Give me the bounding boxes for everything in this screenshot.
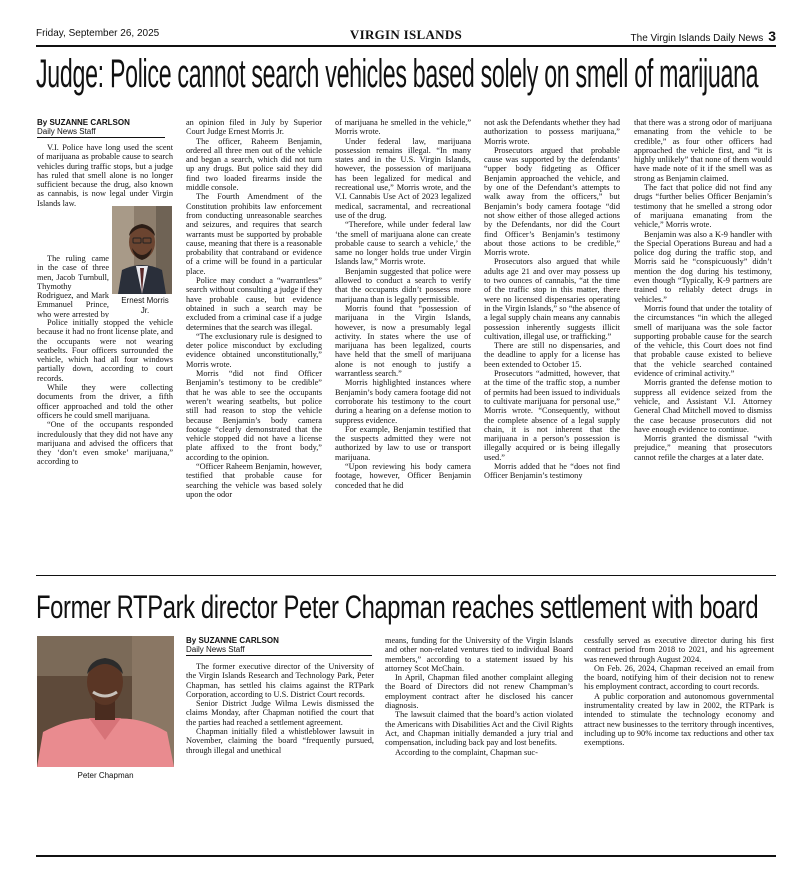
story1-column-2 bbox=[186, 118, 322, 566]
story1-col4-paragraph-6: Morris added that he “does not find Officer Benjamin’s testimony bbox=[484, 461, 620, 481]
page-number: 3 bbox=[768, 28, 776, 44]
header-rule bbox=[36, 45, 776, 47]
footer-rule bbox=[36, 855, 776, 857]
story1-byline: By SUZANNE CARLSON bbox=[37, 118, 130, 127]
story1-col1-paragraph-3: Police initially stopped the vehicle because it had no front license plate, and the occupants were not wearing seatbelts. Four officers surrounded the vehicle, which had all four windows partially down, according to court records. bbox=[37, 318, 173, 383]
story2-col2-paragraph-3: The lawsuit claimed that the board’s action violated the Americans with Disabilities Act and the Civil Rights Act, and Chapman initially demanded a jury trial and compensation, including back pay and lost benefits. bbox=[385, 710, 573, 748]
story1-col4-paragraph-3: Prosecutors also argued that while adults age 21 and over may possess up to two ounces of cannabis, “at the time of the traffic stop in this matter, there were no licensed dispensaries operating in the Virgin Islands,” so “the absence of a legal supply chain means any cannabis possession inherently suggests illicit cultivation, illegal use, or trafficking.” bbox=[484, 257, 620, 341]
story1-col3-paragraph-4: Benjamin suggested that police were allowed to conduct a search to verify that the occupants didn’t possess more marijuana than is legally permissible. bbox=[335, 266, 471, 304]
story1-col4-paragraph-2: Prosecutors argued that probable cause was supported by the defendants’ “upper body fidgeting as Officer Benjamin approached the vehicle, and by one of the Defendant’s attempts to walk away from the officers,” but Benjamin’s body camera footage “did not show either of those alleged actions by the Defendants, nor did the Court find Officer’s Benjamin’s testimony about those actions to be credible,” Morris wrote. bbox=[484, 145, 620, 258]
story1-col2-paragraph-5: “The exclusionary rule is designed to deter police misconduct by excluding evidence obtained unconstitutionally,” Morris wrote. bbox=[186, 331, 322, 369]
story2-column-2 bbox=[385, 636, 573, 792]
story2-byline: By SUZANNE CARLSON bbox=[186, 636, 279, 645]
story2-col3-paragraph-2: On Feb. 26, 2024, Chapman received an email from the board, notifying him of their decision not to renew his employment contract, according to court records. bbox=[584, 663, 774, 692]
story1-col4-paragraph-1: not ask the Defendants whether they had authorization to possess marijuana,” Morris wrote. bbox=[484, 118, 620, 146]
story1-col5-paragraph-4: Morris found that under the totality of the circumstances “in which the alleged smell of marijuana was the sole factor supporting probable cause for the search of the vehicle, this Court does not find that probable cause existed to believe that the vehicle searched contained evidence of criminal activity.” bbox=[634, 303, 772, 379]
story1-col5-paragraph-1: that there was a strong odor of marijuana emanating from the vehicle to be credible,” as four other officers had approached the vehicle first, and “it is highly unlikely” that none of them would have made note of it if the smell was as strong as Benjamin claimed. bbox=[634, 118, 772, 183]
story2-col1-paragraph-3: Chapman initially filed a whistleblower lawsuit in November, claiming the board “frequently pursued, through illegal and unethical bbox=[186, 727, 374, 755]
story1-column-3 bbox=[335, 118, 471, 566]
chapman-portrait-image bbox=[37, 636, 174, 767]
story1-col5-paragraph-6: Morris granted the dismissal “with prejudice,” meaning that prosecutors cannot refile the charges at a later date. bbox=[634, 434, 772, 462]
story1-column-1-beside-photo bbox=[37, 254, 109, 318]
story2-column-1 bbox=[186, 662, 374, 792]
story1-photo-caption: Ernest Morris Jr. bbox=[121, 296, 169, 315]
story1-col3-paragraph-8: “Upon reviewing his body camera footage, however, Officer Benjamin conceded that he did bbox=[335, 461, 471, 490]
story1-col3-paragraph-3: “Therefore, while under federal law ‘the smell of marijuana alone can create probable cause to search a vehicle,’ the same no longer holds true under Virgin Islands law,” Morris wrote. bbox=[335, 220, 471, 267]
story2-photo-caption: Peter Chapman bbox=[77, 771, 134, 780]
story1-column-4 bbox=[484, 118, 620, 566]
story1-col1-paragraph-4: While they were collecting documents from the driver, a fifth officer approached and told the other officers he could smell marijuana. bbox=[37, 383, 173, 420]
story2-headline: Former RTPark director Peter Chapman reaches settlement with board bbox=[36, 589, 759, 625]
story1-col5-paragraph-3: Benjamin was also a K-9 handler with the Special Operations Bureau and had a police dog during the traffic stop, and Morris said he “conspicuously” didn’t mention the dog during his testimony, even though “Typically, K-9 partners are trained to reliably detect drugs in vehicles.” bbox=[634, 229, 772, 304]
story1-col4-paragraph-4: There are still no dispensaries, and the deadline to apply for a license has been extended to October 15. bbox=[484, 341, 620, 369]
story2-col1-paragraph-1: The former executive director of the University of the Virgin Islands Research and Technology Park, Peter Chapman, has settled his claims against the RTPark Corporation, according to U.S. District Court records. bbox=[186, 662, 374, 699]
story1-col2-paragraph-4: Police may conduct a “warrantless” search without consulting a judge if they have probable cause, but evidence obtained in such a search may be excluded from a criminal case if a judge determines that the search was illegal. bbox=[186, 276, 322, 332]
story2-col2-paragraph-1: means, funding for the University of the Virgin Islands and other non-related ventures tied to individual Board members,” according to a statement issued by his attorney Scot McChain. bbox=[385, 636, 573, 673]
story1-col4-paragraph-5: Prosecutors “admitted, however, that at the time of the traffic stop, a number of permits had been issued to individuals to cultivate marijuana for personal use,” Morris wrote. “Consequently, without the complete absence of a legal supply chain, it is not inherent that the marijuana in a person’s possession is illegally acquired or is being illegally used.” bbox=[484, 369, 620, 462]
story1-col1-paragraph-2: The ruling came in the case of three men, Jacob Turnbull, Thymothy Rodriguez, and Mark Emmanuel Prince, who were arrested by bbox=[37, 254, 109, 318]
story1-col2-paragraph-7: “Officer Raheem Benjamin, however, testified that probable cause for searching the vehicle was based solely upon the odor bbox=[186, 461, 322, 499]
story1-byline-rule bbox=[37, 137, 165, 138]
judge-portrait-image bbox=[112, 206, 172, 294]
story1-col2-paragraph-1: an opinion filed in July by Superior Court Judge Ernest Morris Jr. bbox=[186, 118, 322, 137]
issue-date: Friday, September 26, 2025 bbox=[36, 28, 160, 39]
story1-col5-paragraph-2: The fact that police did not find any drugs “further belies Officer Benjamin’s testimony that he smelled a strong odor of marijuana emanating from the vehicle,” Morris wrote. bbox=[634, 183, 772, 230]
story1-col3-paragraph-2: Under federal law, marijuana possession remains illegal. “In many states and in the U.S. Virgin Islands, however, the possession of marijuana has been legalized for medical and recreational use,” Morris wrote, and the V.I. Cannabis Use Act of 2023 legalized medical, sacramental, and recreational use of the drug. bbox=[335, 136, 471, 220]
story2-byline-rule bbox=[186, 655, 372, 656]
story2-column-3 bbox=[584, 636, 774, 792]
story1-col5-paragraph-5: Morris granted the defense motion to suppress all evidence seized from the vehicle, and Assistant V.I. Attorney General Chad Mitchell moved to dismiss the case because prosecutors did not have enough evidence to continue. bbox=[634, 378, 772, 434]
story-separator-rule bbox=[36, 575, 776, 576]
paper-name: The Virgin Islands Daily News bbox=[630, 33, 764, 44]
story1-col1-paragraph-5: “One of the occupants responded incredulously that they did not have any marijuana and advised the officers that they ‘don’t even smoke’ marijuana,” according to bbox=[37, 420, 173, 467]
story2-col1-paragraph-2: Senior District Judge Wilma Lewis dismissed the claims Monday, after Chapman notified the court that the parties had reached a settlement agreement. bbox=[186, 699, 374, 727]
story1-col1-intro-paragraph: V.I. Police have long used the scent of marijuana as probable cause to search vehicles during traffic stops, but a judge has ruled that smell alone is no longer sufficient because the drug, also known as cannabis, is now legal under Virgin Islands law. bbox=[37, 143, 173, 208]
story1-column-1-bottom bbox=[37, 318, 173, 564]
story1-col3-paragraph-5: Morris found that “possession of marijuana in the Virgin Islands, however, is now a presumably legal activity. In states where the use of marijuana has been legalized, courts have held that the smell of marijuana alone is not enough to justify a warrantless search.” bbox=[335, 303, 471, 379]
story1-photo-ernest-morris bbox=[112, 206, 172, 294]
section-name: VIRGIN ISLANDS bbox=[349, 27, 463, 42]
paper-name-and-page bbox=[631, 28, 776, 44]
story1-staff-label: Daily News Staff bbox=[37, 127, 96, 136]
story2-col3-paragraph-1: cessfully served as executive director during his first contract period from 2018 to 2021, and his agreement was renewed through August 2024. bbox=[584, 636, 774, 664]
story2-staff-label: Daily News Staff bbox=[186, 645, 245, 654]
story1-col3-paragraph-7: For example, Benjamin testified that the suspects admitted they were not authorized by law to use or transport marijuana. bbox=[335, 424, 471, 462]
story2-col2-paragraph-2: In April, Chapman filed another complaint alleging the Board of Directors did not renew Champman’s employment contract after he disclosed his cancer diagnosis. bbox=[385, 673, 573, 711]
story1-col2-paragraph-3: The Fourth Amendment of the Constitution prohibits law enforcement from conducting unreasonable searches and seizures, and requires that search warrants must be supported by probable cause, meaning that there is a reasonable probability that contraband or evidence of a crime will be found in a particular place. bbox=[186, 192, 322, 276]
story1-col3-paragraph-6: Morris highlighted instances where Benjamin’s body camera footage did not corroborate his testimony to the court during a hearing on a defense motion to suppress evidence. bbox=[335, 378, 471, 425]
story2-photo-peter-chapman bbox=[37, 636, 174, 767]
story1-col3-paragraph-1: of marijuana he smelled in the vehicle,” Morris wrote. bbox=[335, 118, 471, 137]
story1-col2-paragraph-6: Morris “did not find Officer Benjamin’s testimony to be credible” that he was able to see the occupants weren’t wearing seatbelts, but police still had reason to stop the vehicle because Benjamin’s body camera footage “clearly demonstrated that the vehicle stopped did not have a license plate affixed to the front body,” according to the opinion. bbox=[186, 369, 322, 462]
story1-col2-paragraph-2: The officer, Raheem Benjamin, ordered all three men out of the vehicle and began a search, which did not turn up any drugs. But police said they did find two loaded firearms inside the middle console. bbox=[186, 136, 322, 193]
story1-headline: Judge: Police cannot search vehicles based solely on smell of marijuana bbox=[36, 52, 759, 96]
story2-col2-paragraph-4: According to the complaint, Chapman suc- bbox=[395, 747, 538, 757]
story2-col3-paragraph-3: A public corporation and autonomous governmental instrumentality created by law in 2002, the RTPark is intended to stimulate the technology economy and attract new businesses to the territory through incentives, including up to 90% income tax reductions and other tax exemptions. bbox=[584, 691, 774, 748]
story1-column-5 bbox=[634, 118, 772, 566]
page-header bbox=[36, 27, 776, 43]
